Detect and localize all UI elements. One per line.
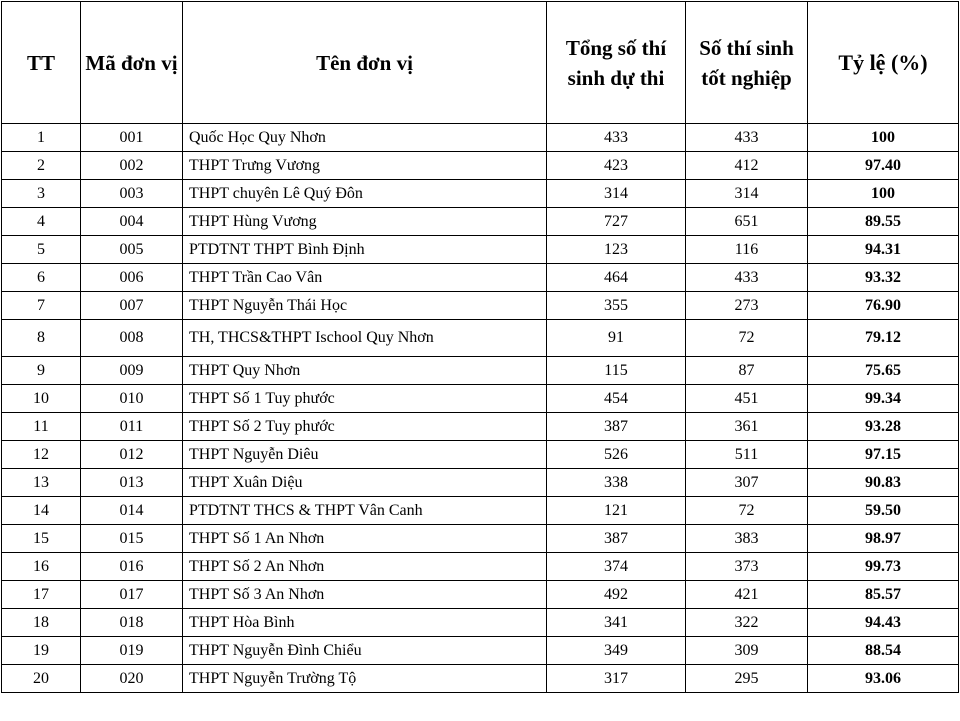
cell-code: 020 (81, 665, 183, 693)
table-row (2, 665, 959, 693)
cell-graduated: 412 (686, 152, 808, 180)
cell-graduated: 72 (686, 497, 808, 525)
table-row (2, 236, 959, 264)
cell-graduated: 116 (686, 236, 808, 264)
cell-rate: 93.28 (808, 413, 959, 441)
cell-total: 314 (547, 180, 686, 208)
cell-tt: 4 (2, 208, 81, 236)
table-row (2, 292, 959, 320)
cell-graduated: 361 (686, 413, 808, 441)
cell-total: 91 (547, 320, 686, 357)
cell-tt: 7 (2, 292, 81, 320)
header-row (2, 2, 959, 124)
cell-total: 317 (547, 665, 686, 693)
cell-tt: 20 (2, 665, 81, 693)
cell-tt: 3 (2, 180, 81, 208)
cell-total: 121 (547, 497, 686, 525)
header-tt: TT (2, 2, 81, 124)
cell-total: 433 (547, 124, 686, 152)
cell-code: 019 (81, 637, 183, 665)
table-row (2, 497, 959, 525)
cell-tt: 17 (2, 581, 81, 609)
cell-code: 004 (81, 208, 183, 236)
cell-graduated: 87 (686, 357, 808, 385)
table-row (2, 553, 959, 581)
cell-total: 492 (547, 581, 686, 609)
cell-code: 009 (81, 357, 183, 385)
cell-graduated: 383 (686, 525, 808, 553)
cell-name: THPT Số 2 Tuy phước (183, 413, 547, 441)
cell-rate: 97.40 (808, 152, 959, 180)
cell-name: THPT Số 1 Tuy phước (183, 385, 547, 413)
cell-code: 008 (81, 320, 183, 357)
cell-rate: 97.15 (808, 441, 959, 469)
cell-tt: 6 (2, 264, 81, 292)
cell-name: PTDTNT THCS & THPT Vân Canh (183, 497, 547, 525)
cell-code: 013 (81, 469, 183, 497)
table-row (2, 320, 959, 357)
cell-total: 454 (547, 385, 686, 413)
cell-total: 727 (547, 208, 686, 236)
cell-code: 005 (81, 236, 183, 264)
header-name: Tên đơn vị (183, 2, 547, 124)
cell-name: THPT Nguyễn Diêu (183, 441, 547, 469)
table-row (2, 525, 959, 553)
table-row (2, 385, 959, 413)
cell-rate: 94.31 (808, 236, 959, 264)
cell-name: THPT Nguyễn Thái Học (183, 292, 547, 320)
cell-tt: 16 (2, 553, 81, 581)
cell-graduated: 309 (686, 637, 808, 665)
cell-total: 355 (547, 292, 686, 320)
cell-rate: 89.55 (808, 208, 959, 236)
cell-rate: 75.65 (808, 357, 959, 385)
cell-tt: 9 (2, 357, 81, 385)
header-graduated: Số thí sinh tốt nghiệp (686, 2, 808, 124)
cell-graduated: 373 (686, 553, 808, 581)
cell-total: 423 (547, 152, 686, 180)
cell-graduated: 72 (686, 320, 808, 357)
cell-name: THPT Xuân Diệu (183, 469, 547, 497)
cell-graduated: 511 (686, 441, 808, 469)
cell-tt: 19 (2, 637, 81, 665)
cell-graduated: 295 (686, 665, 808, 693)
cell-name: PTDTNT THPT Bình Định (183, 236, 547, 264)
table-row (2, 609, 959, 637)
cell-code: 018 (81, 609, 183, 637)
cell-rate: 90.83 (808, 469, 959, 497)
cell-code: 012 (81, 441, 183, 469)
cell-name: THPT chuyên Lê Quý Đôn (183, 180, 547, 208)
cell-tt: 5 (2, 236, 81, 264)
table-row (2, 469, 959, 497)
cell-rate: 93.32 (808, 264, 959, 292)
cell-tt: 14 (2, 497, 81, 525)
cell-name: TH, THCS&THPT Ischool Quy Nhơn (183, 320, 547, 357)
cell-code: 006 (81, 264, 183, 292)
cell-name: THPT Nguyễn Đình Chiểu (183, 637, 547, 665)
cell-graduated: 433 (686, 264, 808, 292)
cell-rate: 79.12 (808, 320, 959, 357)
cell-graduated: 314 (686, 180, 808, 208)
cell-total: 374 (547, 553, 686, 581)
cell-total: 341 (547, 609, 686, 637)
cell-rate: 59.50 (808, 497, 959, 525)
cell-code: 016 (81, 553, 183, 581)
cell-total: 123 (547, 236, 686, 264)
table-row (2, 124, 959, 152)
cell-rate: 100 (808, 180, 959, 208)
cell-total: 526 (547, 441, 686, 469)
cell-rate: 98.97 (808, 525, 959, 553)
cell-code: 017 (81, 581, 183, 609)
cell-total: 338 (547, 469, 686, 497)
cell-tt: 11 (2, 413, 81, 441)
cell-code: 002 (81, 152, 183, 180)
cell-total: 387 (547, 413, 686, 441)
table-row (2, 357, 959, 385)
header-total: Tổng số thí sinh dự thi (547, 2, 686, 124)
cell-name: Quốc Học Quy Nhơn (183, 124, 547, 152)
cell-code: 003 (81, 180, 183, 208)
cell-rate: 94.43 (808, 609, 959, 637)
cell-tt: 2 (2, 152, 81, 180)
cell-rate: 99.73 (808, 553, 959, 581)
cell-code: 015 (81, 525, 183, 553)
cell-total: 349 (547, 637, 686, 665)
table-row (2, 264, 959, 292)
cell-name: THPT Số 2 An Nhơn (183, 553, 547, 581)
header-code: Mã đơn vị (81, 2, 183, 124)
cell-name: THPT Số 3 An Nhơn (183, 581, 547, 609)
cell-rate: 100 (808, 124, 959, 152)
cell-graduated: 651 (686, 208, 808, 236)
cell-name: THPT Trưng Vương (183, 152, 547, 180)
table-row (2, 208, 959, 236)
cell-tt: 12 (2, 441, 81, 469)
cell-tt: 1 (2, 124, 81, 152)
cell-graduated: 307 (686, 469, 808, 497)
cell-name: THPT Hòa Bình (183, 609, 547, 637)
cell-graduated: 273 (686, 292, 808, 320)
cell-graduated: 451 (686, 385, 808, 413)
cell-code: 007 (81, 292, 183, 320)
cell-name: THPT Trần Cao Vân (183, 264, 547, 292)
table-row (2, 637, 959, 665)
cell-tt: 10 (2, 385, 81, 413)
cell-rate: 88.54 (808, 637, 959, 665)
cell-code: 010 (81, 385, 183, 413)
cell-code: 001 (81, 124, 183, 152)
table-row (2, 413, 959, 441)
cell-graduated: 433 (686, 124, 808, 152)
cell-total: 387 (547, 525, 686, 553)
cell-rate: 93.06 (808, 665, 959, 693)
cell-name: THPT Nguyễn Trường Tộ (183, 665, 547, 693)
cell-rate: 85.57 (808, 581, 959, 609)
cell-name: THPT Số 1 An Nhơn (183, 525, 547, 553)
cell-name: THPT Hùng Vương (183, 208, 547, 236)
cell-graduated: 421 (686, 581, 808, 609)
results-table (1, 1, 959, 693)
cell-graduated: 322 (686, 609, 808, 637)
cell-rate: 99.34 (808, 385, 959, 413)
cell-rate: 76.90 (808, 292, 959, 320)
table-row (2, 581, 959, 609)
table-row (2, 152, 959, 180)
cell-tt: 8 (2, 320, 81, 357)
cell-total: 464 (547, 264, 686, 292)
cell-code: 011 (81, 413, 183, 441)
cell-tt: 13 (2, 469, 81, 497)
cell-tt: 18 (2, 609, 81, 637)
cell-total: 115 (547, 357, 686, 385)
cell-code: 014 (81, 497, 183, 525)
cell-name: THPT Quy Nhơn (183, 357, 547, 385)
header-rate: Tỷ lệ (%) (808, 2, 959, 124)
cell-tt: 15 (2, 525, 81, 553)
table-row (2, 180, 959, 208)
table-row (2, 441, 959, 469)
